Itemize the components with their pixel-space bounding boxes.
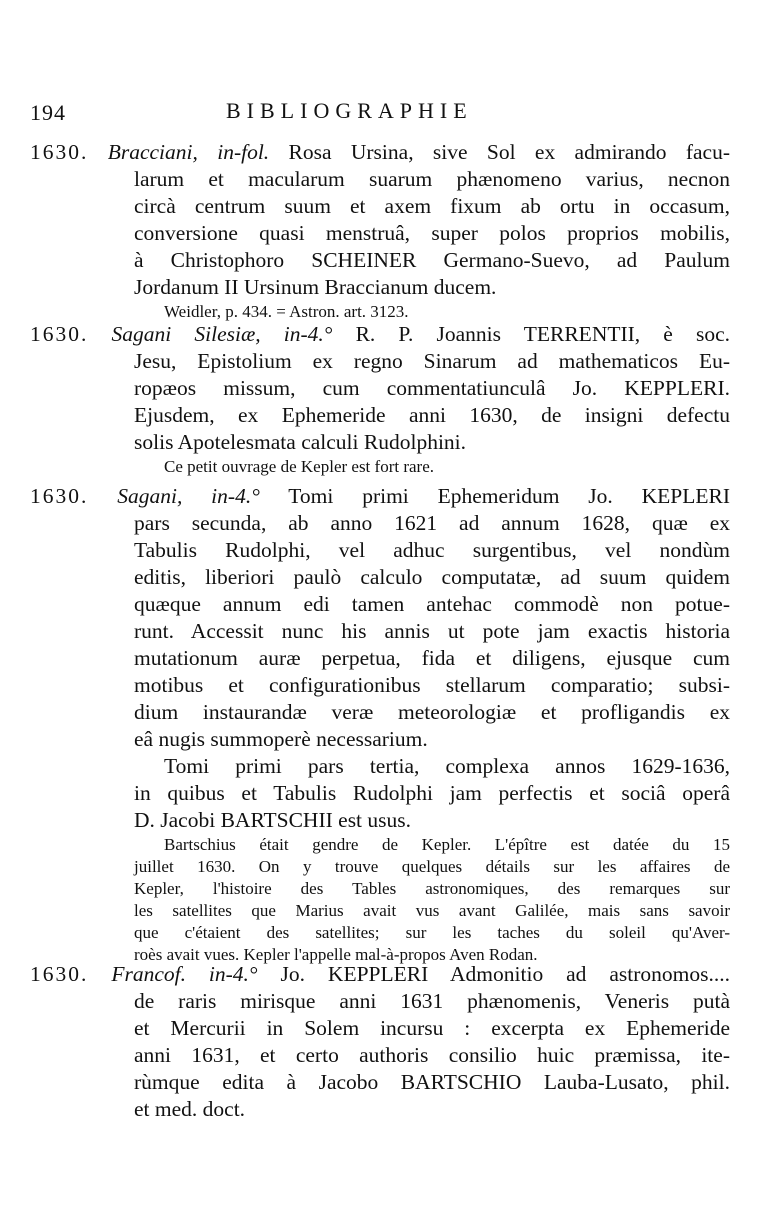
entry-text-line: in quibus et Tabulis Rudolphi jam perfectis et sociâ operâ: [134, 781, 730, 805]
entry-text-line: motibus et configurationibus stellarum comparatio; subsi-: [134, 673, 730, 697]
entry-text-line: Jesu, Epistolium ex regno Sinarum ad mathematicos Eu-: [134, 349, 730, 373]
bibliography-entry-3: [30, 483, 730, 966]
entry-text-line: D. Jacobi BARTSCHII est usus.: [134, 808, 412, 832]
entry-text-line: pars secunda, ab anno 1621 ad annum 1628, quæ ex: [134, 511, 730, 535]
entry-text-line: quæque annum edi tamen antehac commodè non potue-: [134, 592, 730, 616]
entry-text-line: anni 1631, et certo authoris consilio huic præmissa, ite-: [134, 1043, 730, 1067]
bibliography-entry-2: [30, 321, 730, 478]
entry-first-line: [30, 961, 730, 988]
entry-text-line: mutationum auræ perpetua, fida et diligens, ejusque cum: [134, 646, 730, 670]
entry-text-line: circà centrum suum et axem fixum ab ortu in occasum,: [134, 194, 730, 218]
entry-year: 1630.: [30, 140, 89, 164]
entry-text-line: Tabulis Rudolphi, vel adhuc surgentibus, vel nondùm: [134, 538, 730, 562]
entry-text-line: eâ nugis summoperè necessarium.: [134, 727, 428, 751]
entry-text-line: ropæos missum, cum commentatiunculâ Jo. KEPPLERI.: [134, 376, 730, 400]
entry-note: les satellites que Marius avait vus avant Galilée, mais sans savoir: [134, 901, 730, 920]
entry-place: Francof. in-4.°: [111, 962, 258, 986]
entry-year: 1630.: [30, 962, 89, 986]
page-header: [30, 96, 730, 126]
entry-text-line: dium instaurandæ veræ meteorologiæ et profligandis ex: [134, 700, 730, 724]
entry-text-line: et Mercurii in Solem incursu : excerpta ex Ephemeride: [134, 1016, 730, 1040]
entry-text-line: Tomi primi Ephemeridum Jo. KEPLERI: [288, 484, 730, 508]
entry-place: Sagani, in-4.°: [117, 484, 260, 508]
entry-note: que c'étaient des satellites; sur les taches du soleil qu'Aver-: [134, 923, 730, 942]
entry-note: roès avait vues. Kepler l'appelle mal-à-propos Aven Rodan.: [134, 945, 538, 964]
entry-note: Ce petit ouvrage de Kepler est fort rare.: [164, 457, 434, 476]
entry-note: Kepler, l'histoire des Tables astronomiques, des remarques sur: [134, 879, 730, 898]
running-title: BIBLIOGRAPHIE: [226, 98, 473, 123]
entry-text-line: Jo. KEPPLERI Admonitio ad astronomos....: [280, 962, 731, 986]
entry-place: Bracciani, in-fol.: [107, 140, 270, 164]
entry-place: Sagani Silesiæ, in-4.°: [111, 322, 333, 346]
entry-text-line: Ejusdem, ex Ephemeride anni 1630, de insigni defectu: [134, 403, 730, 427]
entry-text-line: de raris mirisque anni 1631 phænomenis, Veneris putà: [134, 989, 730, 1013]
bibliography-entry-4: [30, 961, 730, 1123]
entry-year: 1630.: [30, 322, 89, 346]
entry-note: juillet 1630. On y trouve quelques détails sur les affaires de: [134, 857, 730, 876]
entry-text-line: à Christophoro SCHEINER Germano-Suevo, ad Paulum: [134, 248, 730, 272]
entry-text-line: solis Apotelesmata calculi Rudolphini.: [134, 430, 467, 454]
entry-text-line: runt. Accessit nunc his annis ut pote jam exactis historia: [134, 619, 730, 643]
entry-first-line: [30, 139, 730, 166]
entry-note: Weidler, p. 434. = Astron. art. 3123.: [164, 302, 409, 321]
entry-note: Bartschius était gendre de Kepler. L'épître est datée du 15: [164, 835, 730, 854]
entry-text-line: R. P. Joannis TERRENTII, è soc.: [355, 322, 731, 346]
entry-text-line: Tomi primi pars tertia, complexa annos 1629-1636,: [164, 754, 730, 778]
entry-first-line: [30, 483, 730, 510]
entry-text-line: Rosa Ursina, sive Sol ex admirando facu-: [288, 140, 730, 164]
entry-text-line: larum et macularum suarum phænomeno varius, necnon: [134, 167, 730, 191]
entry-text-line: editis, liberiori paulò calculo computatæ, ad suum quidem: [134, 565, 730, 589]
entry-text-line: et med. doct.: [134, 1097, 246, 1121]
entry-text-line: Jordanum II Ursinum Braccianum ducem.: [134, 275, 497, 299]
entry-first-line: [30, 321, 730, 348]
page-number: 194: [30, 100, 66, 125]
entry-text-line: rùmque edita à Jacobo BARTSCHIO Lauba-Lusato, phil.: [134, 1070, 730, 1094]
entry-text-line: conversione quasi menstruâ, super polos proprios mobilis,: [134, 221, 730, 245]
bibliography-entry-1: [30, 139, 730, 323]
entry-year: 1630.: [30, 484, 89, 508]
